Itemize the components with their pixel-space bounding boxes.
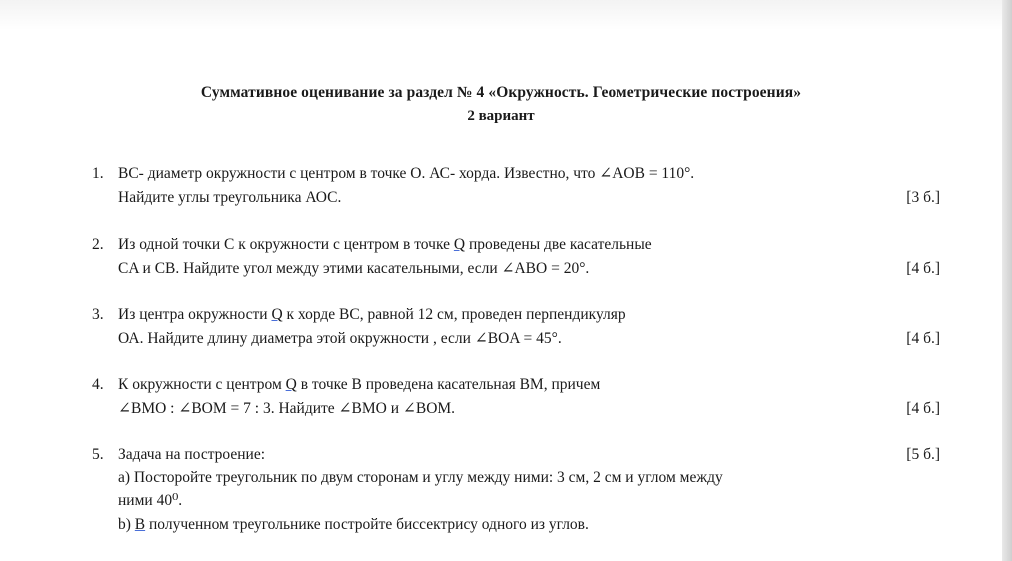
task-4-points: [4 б.] [906,400,940,417]
task-5-part-a-line-2: ними 40⁰. [118,492,183,509]
task-2-number: 2. [92,236,104,253]
task-5-part-a-line-1: a) Посторойте треугольник по двум сторонам и углу между ними: 3 см, 2 см и углом между [118,469,723,486]
task-5-points: [5 б.] [906,446,940,463]
task-4-line-1 [118,373,600,396]
task-1-points: [3 б.] [906,189,940,206]
task-1 [92,162,952,212]
task-3-line-2: ОА. Найдите длину диаметра этой окружности , если ∠BOA = 45°. [118,330,562,347]
variant-label: 2 вариант [467,108,535,124]
task-2-points: [4 б.] [906,260,940,277]
task-5-line-1: Задача на построение: [118,446,266,463]
task-2 [92,233,952,283]
task-4 [92,373,952,423]
document-title: Суммативное оценивание за раздел № 4 «Окружность. Геометрические построения» [200,84,802,101]
task-1-line-1: ВС- диаметр окружности с центром в точке О. АС- хорда. Известно, что ∠AOB = 110°. [118,165,695,182]
task-3-points: [4 б.] [906,330,940,347]
task-1-line-2: Найдите углы треугольника АОС. [118,189,342,206]
task-2-line-1 [118,233,652,256]
task-5 [92,443,952,543]
task-3-number: 3. [92,306,104,323]
window-edge [1002,0,1012,561]
task-2-center-letter: Q [453,236,466,253]
task-5-part-b-prefix: b) [118,516,135,533]
task-3-line-1-a: Из центра окружности [118,306,272,323]
task-5-part-b [118,513,589,536]
page-top-shade [0,0,1002,30]
task-2-line-1-b: проведены две касательные [465,236,652,253]
task-3-line-1 [118,303,626,326]
task-3-center-letter: Q [271,306,283,323]
task-4-number: 4. [92,376,104,393]
task-2-line-2: CA и СВ. Найдите угол между этими касательными, если ∠ABO = 20°. [118,260,590,277]
task-4-line-1-b: в точке В проведена касательная ВМ, причем [296,376,601,393]
task-3 [92,303,952,353]
task-2-line-1-a: Из одной точки С к окружности с центром в точке [118,236,454,253]
task-3-line-1-b: к хорде ВС, равной 12 см, проведен перпендикуляр [282,306,626,323]
task-1-number: 1. [92,165,104,182]
task-5-part-b-word: В [134,516,146,533]
task-4-line-2: ∠BMO : ∠BOM = 7 : 3. Найдите ∠BMO и ∠BOM. [118,400,456,417]
task-4-center-letter: Q [285,376,297,393]
task-5-part-b-rest: полученном треугольнике постройте биссектрису одного из углов. [145,516,589,533]
task-5-number: 5. [92,446,104,463]
task-4-line-1-a: К окружности с центром [118,376,286,393]
